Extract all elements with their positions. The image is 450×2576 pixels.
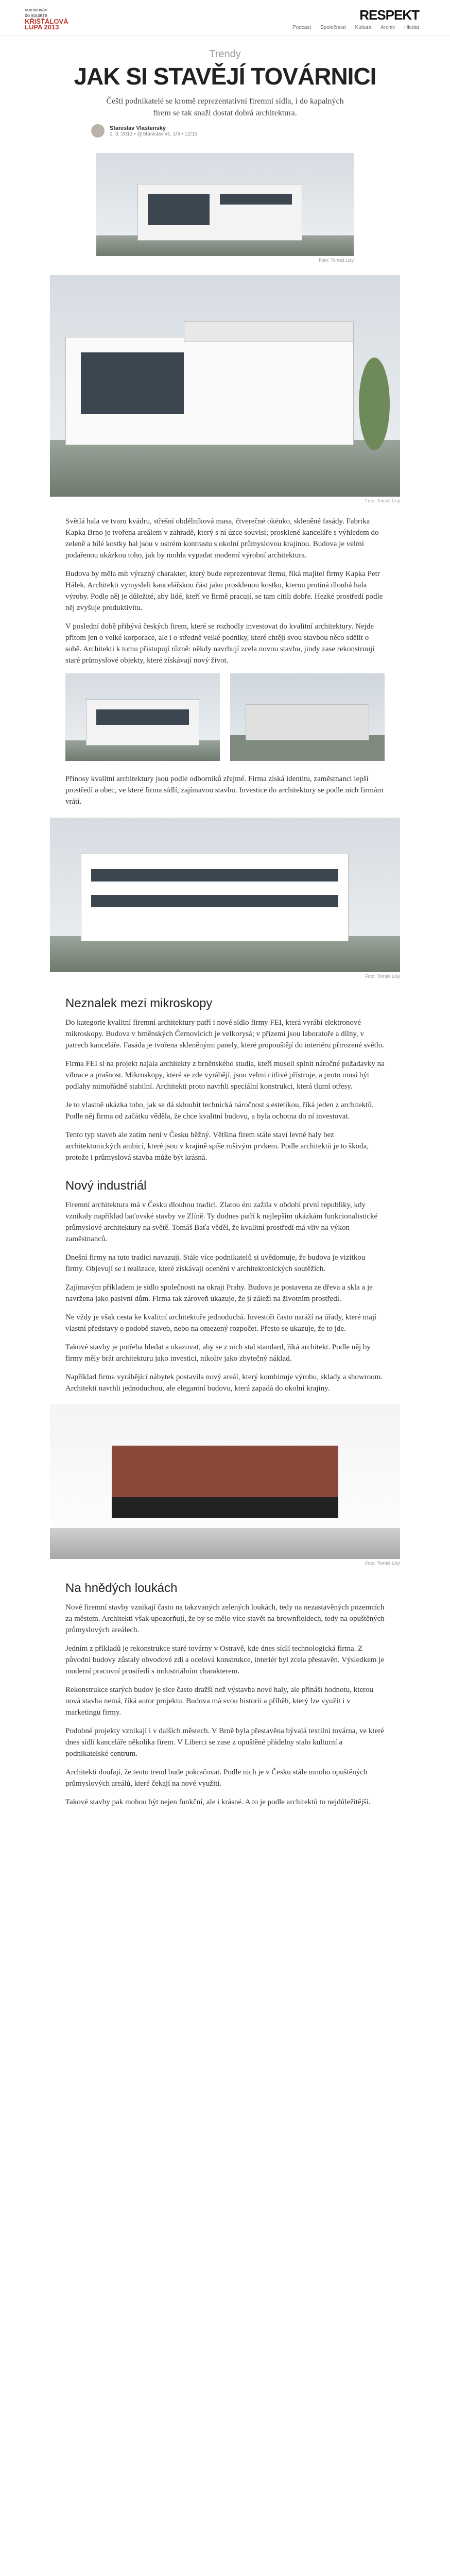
section-2 bbox=[65, 1017, 385, 1163]
main-nav bbox=[292, 25, 419, 30]
photo-3b[interactable] bbox=[230, 673, 385, 761]
paragraph: Například firma vyrábějící nábytek postavila nový areál, který kombinuje výrobu, sklady a showroom. Architekti navrhli jednoduchou, ale elegantní budovu, která zapadá do okolní krajiny. bbox=[65, 1373, 383, 1393]
paragraph: Firma FEI si na projekt najala architekty z brněnského studia, kteří museli splnit náročné požadavky na vibrace a prašnost. Mikroskopy, které se zde vyrábějí, jsou velmi citlivé přístroje, a proto musí být podlahy mimořádně stabilní. Architekti proto navrhli speciální konstrukci, která tlumí otřesy. bbox=[65, 1060, 385, 1091]
paragraph: Takové stavby je potřeba hledat a ukazovat, aby se z nich stal standard, říká architekt. Podle něj by firmy měly brát architekturu jako investici, nikoliv jako zbytečný náklad. bbox=[65, 1343, 371, 1363]
photo-1-wrapper bbox=[96, 153, 354, 263]
paragraph: Podobné projekty vznikají i v dalších městech. V Brně byla přestavěna bývalá textilní továrna, ve které dnes sídlí kanceláře několika firem. V Liberci se zase z opuštěné přádelny stalo kulturní a podnikatelské centrum. bbox=[65, 1727, 384, 1758]
photo-pair bbox=[65, 673, 385, 761]
author-name[interactable]: Stanislav Vlastenský bbox=[110, 125, 166, 131]
photo-5-caption: Foto: Tomáš Lisý bbox=[365, 1561, 400, 1566]
photo-2[interactable] bbox=[50, 275, 400, 497]
paragraph: Architekti doufají, že tento trend bude pokračovat. Podle nich je v Česku stále mnoho opuštěných průmyslových areálů, které čekají na nové využití. bbox=[65, 1768, 368, 1788]
paragraph: Rekonstrukce starých budov je sice často dražší než výstavba nové haly, ale přináší hodnotu, kterou nová stavba nemá, říká autor projektu. Budova má svou historii a příběh, který lze využít i v marketingu firmy. bbox=[65, 1686, 374, 1717]
paragraph: Jedním z příkladů je rekonstrukce staré továrny v Ostravě, kde dnes sídlí technologická firma. Z původní budovy zůstaly obvodové zdi a ocelová konstrukce, interiér byl zcela přestavěn. Výsledkem je moderní pracovní prostředí s industriálním charakterem. bbox=[65, 1645, 385, 1675]
section-4 bbox=[65, 1602, 385, 1808]
paragraph: Nové firemní stavby vznikají často na takzvaných zelených loukách, tedy na nezastavěných pozemcích za městem. Architekti však upozorňují, že by se mělo více stavět na brownfieldech, tedy na opuštěných průmyslových areálech. bbox=[65, 1603, 385, 1634]
author-avatar bbox=[91, 124, 105, 138]
photo-2-wrapper bbox=[50, 275, 400, 503]
award-badge[interactable] bbox=[25, 7, 68, 30]
photo-4-caption: Foto: Tomáš Lisý bbox=[365, 974, 400, 979]
nav-item-hledat[interactable]: Hledat bbox=[404, 25, 419, 30]
section-1b bbox=[65, 773, 385, 807]
section-3-heading: Nový industriál bbox=[65, 1179, 147, 1193]
paragraph: Budova by měla mít výrazný charakter, který bude reprezentovat firmu, říká majitel firmy Kapka Petr Hálek. Architekti vymysleli kancelářskou část jako prosklenou kostku, kterou protíná dlouhá hala výroby. Podle něj je důležité, aby lidé, kteří ve firmě pracují, se tam cítili dobře. Hezké prostředí podle něj zvyšuje produktivitu. bbox=[65, 570, 383, 612]
paragraph: Do kategorie kvalitní firemní architektury patří i nové sídlo firmy FEI, která vyrábí elektronové mikroskopy. Budova v brněnských Černovicích je velkorysá; v přízemí jsou laboratoře a dílny, v patrech kanceláře. Fasáda je tvořena skleněnými panely, které propouštějí do interiéru přirozené světlo. bbox=[65, 1019, 385, 1049]
photo-2-caption: Foto: Tomáš Lisý bbox=[365, 498, 400, 503]
award-line1: nominován bbox=[25, 7, 48, 12]
section-1 bbox=[65, 516, 385, 666]
paragraph: Ne vždy je však cesta ke kvalitní architektuře jednoduchá. Investoři často naráží na úřady, které mají vlastní představy o podobě staveb, nebo na omezený rozpočet. Přesto se ukazuje, že to jde. bbox=[65, 1313, 377, 1333]
award-line4: LUPA 2013 bbox=[25, 23, 59, 31]
photo-5[interactable] bbox=[50, 1404, 400, 1559]
nav-item-archiv[interactable]: Archiv bbox=[380, 25, 395, 30]
photo-1[interactable] bbox=[96, 153, 354, 256]
article-meta: 2. 3. 2013 • @Stanislav vš. 1/3 • 12/13 bbox=[110, 131, 198, 137]
nav-item-spolecnost[interactable]: Společnost bbox=[320, 25, 346, 30]
section-3 bbox=[65, 1199, 385, 1394]
article-kicker[interactable]: Trendy bbox=[209, 48, 241, 60]
article-lead: Čeští podnikatelé se kromě reprezentativní firemní sídla, i do kapalných firem se tak snaží dostat dobrá architektura. bbox=[106, 97, 344, 117]
paragraph: Takové stavby pak mohou být nejen funkční, ale i krásné. A to je podle architektů to nejdůležitější. bbox=[65, 1798, 371, 1806]
nav-item-kultura[interactable]: Kultura bbox=[355, 25, 372, 30]
photo-5-wrapper bbox=[50, 1404, 400, 1566]
site-header bbox=[0, 0, 450, 36]
photo-4-wrapper bbox=[50, 818, 400, 979]
photo-1-caption: Foto: Tomáš Lisý bbox=[319, 258, 354, 263]
paragraph: Je to vlastně ukázka toho, jak se dá skloubit technická náročnost s estetikou, říká jeden z architektů. Podle něj firma od začátku věděla, že chce kvalitní budovu, a byla ochotna do ní investovat. bbox=[65, 1101, 374, 1121]
paragraph: Tento typ staveb ale zatím není v Česku běžný. Většina firem stále staví levné haly bez architektonických ambicí, které jsou v krajině spíše rušivým prvkem. Podle architektů je to škoda, protože i průmyslová stavba může být krásná. bbox=[65, 1131, 369, 1162]
award-line2: do soutěže bbox=[25, 13, 48, 18]
section-2-heading: Neznalek mezi mikroskopy bbox=[65, 996, 213, 1010]
paragraph: V poslední době přibývá českých firem, které se rozhodly investovat do kvalitní architektury. Nejde přitom jen o velké korporace, ale i o středně velké podniky, které chtějí svou stavbou něco sdělit o sobě. Architekti k tomu přistupují různě: někdy navrhují zcela novou stavbu, jindy zase rekonstruují staré průmyslové objekty, které získávají nový život. bbox=[65, 622, 375, 665]
photo-4[interactable] bbox=[50, 818, 400, 972]
paragraph: Firemní architektura má v Česku dlouhou tradici. Zlatou éru zažila v období první republiky, kdy vznikaly například baťovské stavby ve Zlíně. Ty dodnes patří k nejlepším ukázkám funkcionalistické průmyslové architektury na světě. Tomáš Baťa věděl, že kvalitní prostředí má vliv na výkon zaměstnanců. bbox=[65, 1201, 378, 1243]
paragraph: Dnešní firmy na tuto tradici navazují. Stále více podnikatelů si uvědomuje, že budova je vizitkou firmy. Objevují se i realizace, které získávají ocenění v architektonických soutěžích. bbox=[65, 1253, 366, 1273]
byline bbox=[91, 124, 359, 138]
paragraph: Přínosy kvalitní architektury jsou podle odborníků zřejmé. Firma získá identitu, zaměstnanci lepší prostředí a obec, ve které firma sídlí, zajímavou stavbu. Investice do architektury se podle nich firmám vrátí. bbox=[65, 775, 384, 806]
paragraph: Zajímavým příkladem je sídlo společnosti na okraji Prahy. Budova je postavena ze dřeva a skla a je navržena jako pasivní dům. Firma tak zároveň ukazuje, že jí záleží na životním prostředí. bbox=[65, 1283, 373, 1303]
nav-item-podcast[interactable]: Podcast bbox=[292, 25, 311, 30]
award-line3: KŘIŠŤÁLOVÁ bbox=[25, 18, 68, 25]
section-4-heading: Na hnědých loukách bbox=[65, 1581, 178, 1595]
article-title: JAK SI STAVĚJÍ TOVÁRNICI bbox=[74, 63, 376, 90]
paragraph: Světlá hala ve tvaru kvádru, střešní obdélníková masa, čtverečné okénko, skleněné fasády. Fabrika Kapka Brno je tvořena areálem v zahradě, který s ní úzce souvisí; prosklené kanceláře s výhledem do zeleně a bílé kostky hal jsou v ostrém kontrastu s okolní průmyslovou krajinou. Budova je velmi podařenou ukázkou toho, jak by mohla vypadat moderní výrobní architektura. bbox=[65, 517, 379, 560]
site-logo[interactable]: RESPEKT bbox=[359, 7, 419, 23]
photo-3a[interactable] bbox=[65, 673, 220, 761]
